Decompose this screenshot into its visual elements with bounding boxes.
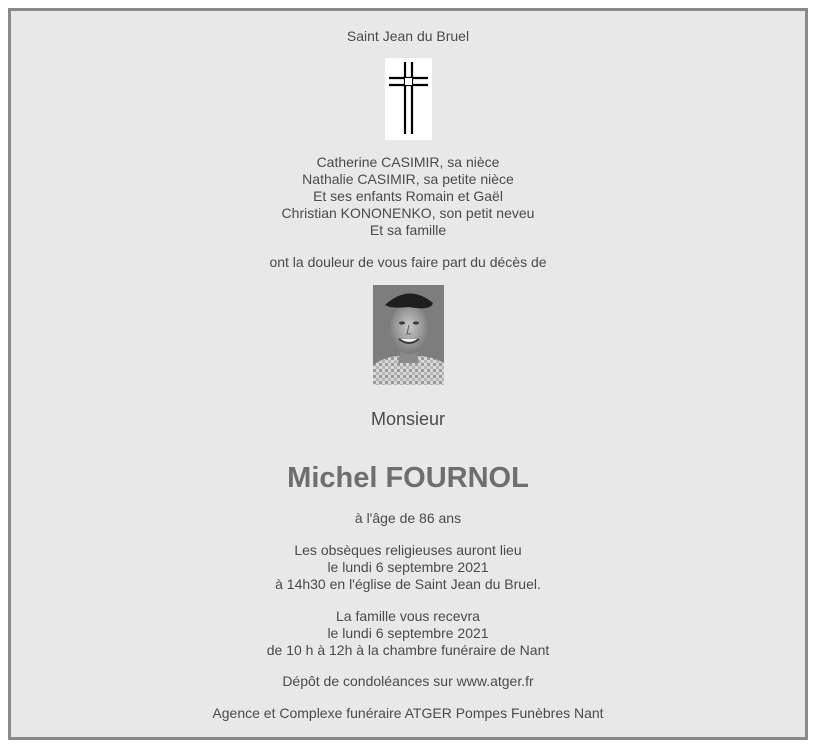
family-line: Et ses enfants Romain et Gaël bbox=[313, 188, 503, 204]
reception-line: La famille vous recevra bbox=[336, 608, 480, 624]
reception-line: de 10 h à 12h à la chambre funéraire de Nant bbox=[266, 642, 550, 658]
location-heading: Saint Jean du Bruel bbox=[346, 28, 470, 44]
funeral-line: à 14h30 en l'église de Saint Jean du Bruel. bbox=[275, 576, 541, 592]
condolences-text: Dépôt de condoléances sur www.atger.fr bbox=[282, 673, 534, 689]
deceased-name: Michel FOURNOL bbox=[287, 462, 529, 494]
cross-icon bbox=[385, 58, 432, 140]
agency-text: Agence et Complexe funéraire ATGER Pompes Funèbres Nant bbox=[212, 705, 604, 721]
deceased-title: Monsieur bbox=[370, 409, 446, 429]
family-line: Christian KONONENKO, son petit neveu bbox=[281, 205, 535, 221]
funeral-line: Les obsèques religieuses auront lieu bbox=[294, 542, 522, 558]
obituary-card bbox=[8, 8, 808, 740]
family-line: Catherine CASIMIR, sa nièce bbox=[316, 154, 500, 170]
reception-line: le lundi 6 septembre 2021 bbox=[327, 625, 489, 641]
family-line: Nathalie CASIMIR, sa petite nièce bbox=[302, 171, 514, 187]
portrait-photo bbox=[373, 285, 444, 385]
deceased-age: à l'âge de 86 ans bbox=[354, 510, 462, 526]
funeral-line: le lundi 6 septembre 2021 bbox=[327, 559, 489, 575]
announcement-text: ont la douleur de vous faire part du décès de bbox=[269, 254, 547, 270]
family-line: Et sa famille bbox=[369, 222, 447, 238]
